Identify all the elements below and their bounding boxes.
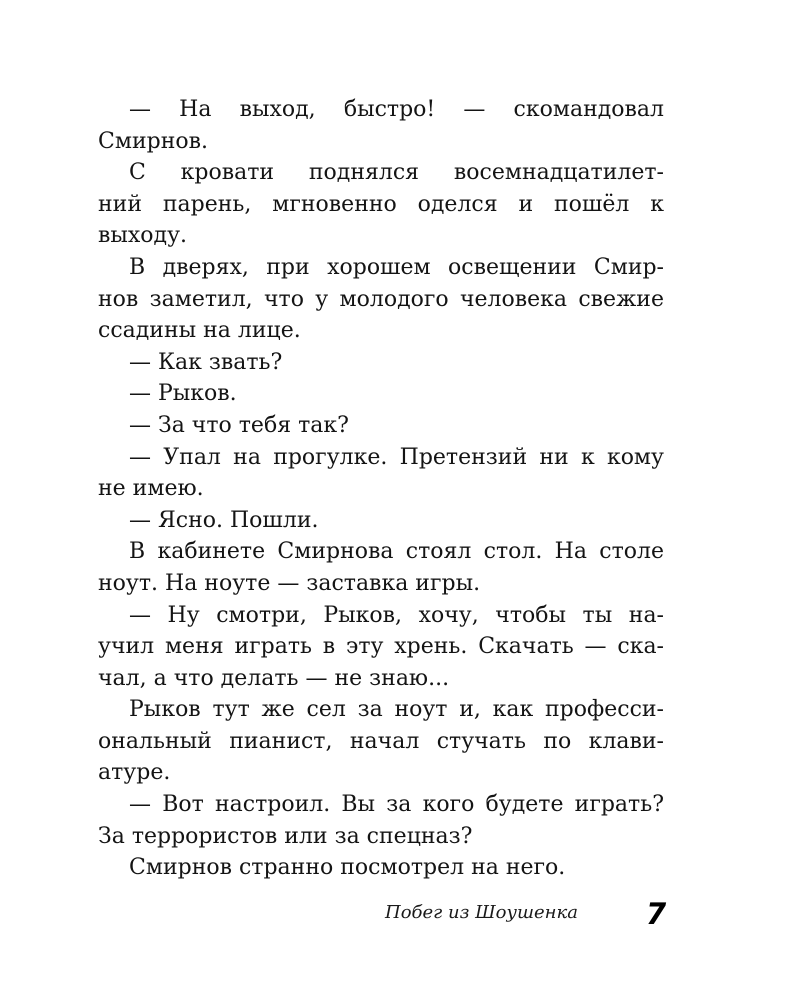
text-line: — Вот настроил. Вы за кого будете играть?	[129, 792, 664, 818]
text-line: — За что тебя так?	[129, 412, 349, 438]
text-line: чал, а что делать — не знаю...	[98, 665, 450, 691]
text-line: ноут. На ноуте — заставка игры.	[98, 570, 481, 596]
text-line: — Как звать?	[129, 349, 283, 375]
text-line: С кровати поднялся восемнадцатилет-	[129, 160, 664, 186]
text-line: — Ну смотри, Рыков, хочу, чтобы ты на-	[129, 602, 664, 628]
text-line: нов заметил, что у молодого человека свежие	[98, 286, 664, 312]
text-line: — Ясно. Пошли.	[129, 507, 319, 533]
text-line: В кабинете Смирнова стоял стол. На столе	[129, 539, 664, 565]
text-line: Рыков тут же сел за ноут и, как професси-	[129, 697, 664, 723]
page-number: 7	[646, 897, 667, 931]
text-line: За террористов или за спецназ?	[98, 823, 473, 849]
text-line: ссадины на лице.	[98, 318, 301, 344]
text-line: Смирнов.	[98, 128, 208, 154]
running-title: Побег из Шоушенка	[385, 902, 578, 923]
text-line: — Рыков.	[129, 381, 237, 407]
text-line: — Упал на прогулке. Претензий ни к кому	[129, 444, 664, 470]
text-line: ональный пианист, начал стучать по клави-	[98, 728, 664, 754]
page-body	[98, 94, 664, 884]
text-line: выходу.	[98, 223, 188, 249]
text-line: ний парень, мгновенно оделся и пошёл к	[98, 191, 664, 217]
text-line: учил меня играть в эту хрень. Скачать — ска-	[98, 634, 664, 660]
page-footer	[0, 898, 800, 934]
text-line: — На выход, быстро! — скомандовал	[129, 97, 664, 122]
text-line: не имею.	[98, 476, 204, 502]
text-line: В дверях, при хорошем освещении Смир-	[129, 254, 664, 280]
text-line: атуре.	[98, 760, 171, 786]
text-line: Смирнов странно посмотрел на него.	[129, 855, 566, 881]
